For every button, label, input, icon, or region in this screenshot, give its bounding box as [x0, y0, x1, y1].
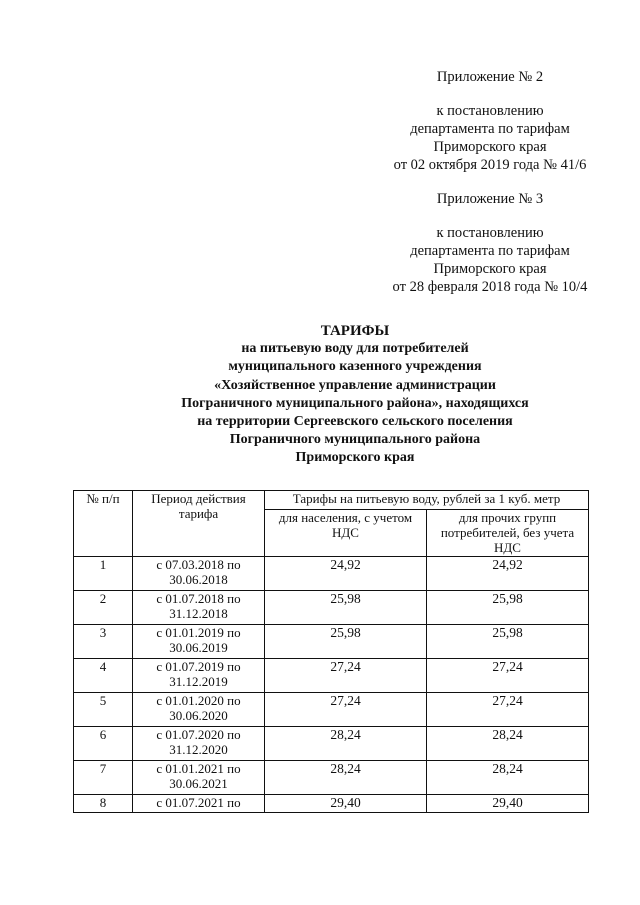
cell-num: 2 — [74, 591, 133, 625]
document-title: ТАРИФЫ — [320, 323, 390, 339]
cell-others: 28,24 — [427, 761, 589, 795]
tariffs-table — [73, 490, 589, 813]
title-line: «Хозяйственное управление администрации — [214, 377, 496, 393]
cell-period: с 07.03.2018 по 30.06.2018 — [133, 557, 265, 591]
table-row — [74, 727, 589, 761]
appendix-3-line: к постановлению — [436, 225, 544, 241]
header-period: Период действия тарифа — [133, 491, 265, 557]
appendix-3-line: департамента по тарифам — [410, 243, 570, 259]
title-line: Пограничного муниципального района — [229, 432, 481, 448]
table-row — [74, 625, 589, 659]
cell-others: 27,24 — [427, 693, 589, 727]
document-title-block — [140, 322, 570, 468]
table-row — [74, 659, 589, 693]
appendix-3-line: Приморского края — [433, 261, 547, 277]
title-line: Пограничного муниципального района», находящихся — [181, 395, 529, 411]
title-line: на питьевую воду для потребителей — [241, 341, 469, 357]
appendix-2-block — [340, 68, 640, 174]
cell-period: с 01.07.2019 по 31.12.2019 — [133, 659, 265, 693]
cell-others: 24,92 — [427, 557, 589, 591]
cell-num: 7 — [74, 761, 133, 795]
title-line: муниципального казенного учреждения — [228, 359, 482, 375]
table-row — [74, 591, 589, 625]
cell-others: 25,98 — [427, 591, 589, 625]
header-population: для населения, с учетом НДС — [265, 510, 427, 557]
appendix-3-line: от 28 февраля 2018 года № 10/4 — [392, 279, 588, 295]
cell-period: с 01.01.2020 по 30.06.2020 — [133, 693, 265, 727]
cell-period: с 01.07.2021 по — [133, 795, 265, 813]
table-row — [74, 693, 589, 727]
appendix-3-block — [340, 190, 640, 296]
appendix-2-line: Приморского края — [433, 139, 547, 155]
cell-population: 24,92 — [265, 557, 427, 591]
cell-period: с 01.07.2018 по 31.12.2018 — [133, 591, 265, 625]
appendix-2-title: Приложение № 2 — [436, 69, 544, 85]
cell-population: 27,24 — [265, 659, 427, 693]
table-row — [74, 795, 589, 813]
cell-period: с 01.07.2020 по 31.12.2020 — [133, 727, 265, 761]
title-line: Приморского края — [295, 450, 415, 466]
cell-others: 27,24 — [427, 659, 589, 693]
header-others: для прочих групп потребителей, без учета НДС — [427, 510, 589, 557]
cell-num: 5 — [74, 693, 133, 727]
cell-num: 8 — [74, 795, 133, 813]
appendix-2-line: к постановлению — [436, 103, 544, 119]
header-tariff-group: Тарифы на питьевую воду, рублей за 1 куб. метр — [265, 491, 589, 510]
appendix-3-title: Приложение № 3 — [436, 191, 544, 207]
table-row — [74, 557, 589, 591]
cell-others: 28,24 — [427, 727, 589, 761]
cell-others: 25,98 — [427, 625, 589, 659]
cell-num: 1 — [74, 557, 133, 591]
cell-num: 6 — [74, 727, 133, 761]
title-line: на территории Сергеевского сельского поселения — [197, 414, 513, 430]
cell-others: 29,40 — [427, 795, 589, 813]
cell-period: с 01.01.2021 по 30.06.2021 — [133, 761, 265, 795]
cell-population: 25,98 — [265, 625, 427, 659]
appendix-2-line: от 02 октября 2019 года № 41/6 — [393, 157, 587, 173]
cell-population: 27,24 — [265, 693, 427, 727]
cell-population: 29,40 — [265, 795, 427, 813]
appendix-2-line: департамента по тарифам — [410, 121, 570, 137]
cell-num: 3 — [74, 625, 133, 659]
cell-population: 28,24 — [265, 727, 427, 761]
cell-period: с 01.01.2019 по 30.06.2019 — [133, 625, 265, 659]
table-row — [74, 761, 589, 795]
cell-population: 25,98 — [265, 591, 427, 625]
cell-num: 4 — [74, 659, 133, 693]
header-num: № п/п — [74, 491, 133, 557]
cell-population: 28,24 — [265, 761, 427, 795]
